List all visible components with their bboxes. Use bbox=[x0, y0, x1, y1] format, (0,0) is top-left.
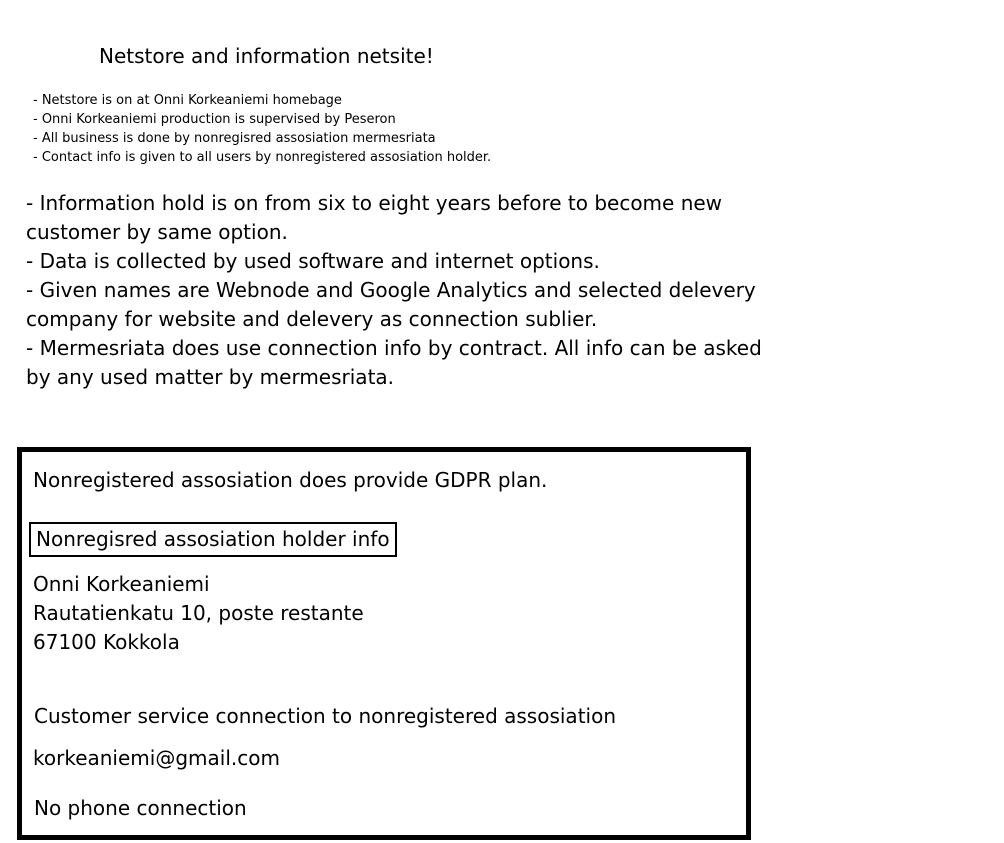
gdpr-statement: Nonregistered assosiation does provide GDPR plan. bbox=[33, 468, 548, 492]
contact-email: korkeaniemi@gmail.com bbox=[33, 746, 280, 770]
phone-note: No phone connection bbox=[34, 796, 247, 820]
list-item: - Onni Korkeaniemi production is supervised by Peseron bbox=[33, 112, 396, 127]
info-paragraph: - Given names are Webnode and Google Analytics and selected delevery company for website and delevery as connection sublier. bbox=[26, 278, 756, 331]
info-paragraph: - Information hold is on from six to eight years before to become new customer by same option. bbox=[26, 191, 723, 244]
holder-address bbox=[33, 570, 364, 657]
list-item: - Netstore is on at Onni Korkeaniemi homebage bbox=[33, 93, 342, 108]
list-item: - All business is done by nonregisred assosiation mermesriata bbox=[33, 131, 436, 146]
customer-service-heading: Customer service connection to nonregistered assosiation bbox=[34, 704, 617, 728]
page-title: Netstore and information netsite! bbox=[99, 44, 434, 68]
holder-city: 67100 Kokkola bbox=[33, 630, 180, 654]
holder-info-heading: Nonregisred assosiation holder info bbox=[29, 522, 397, 557]
gdpr-info-box bbox=[17, 447, 751, 840]
holder-name: Onni Korkeaniemi bbox=[33, 572, 210, 596]
info-paragraphs bbox=[26, 189, 766, 392]
info-paragraph: - Mermesriata does use connection info by contract. All info can be asked by any used matter by mermesriata. bbox=[26, 336, 762, 389]
intro-list bbox=[33, 91, 491, 167]
holder-street: Rautatienkatu 10, poste restante bbox=[33, 601, 364, 625]
list-item: - Contact info is given to all users by nonregistered assosiation holder. bbox=[33, 150, 492, 165]
info-paragraph: - Data is collected by used software and internet options. bbox=[26, 249, 600, 273]
